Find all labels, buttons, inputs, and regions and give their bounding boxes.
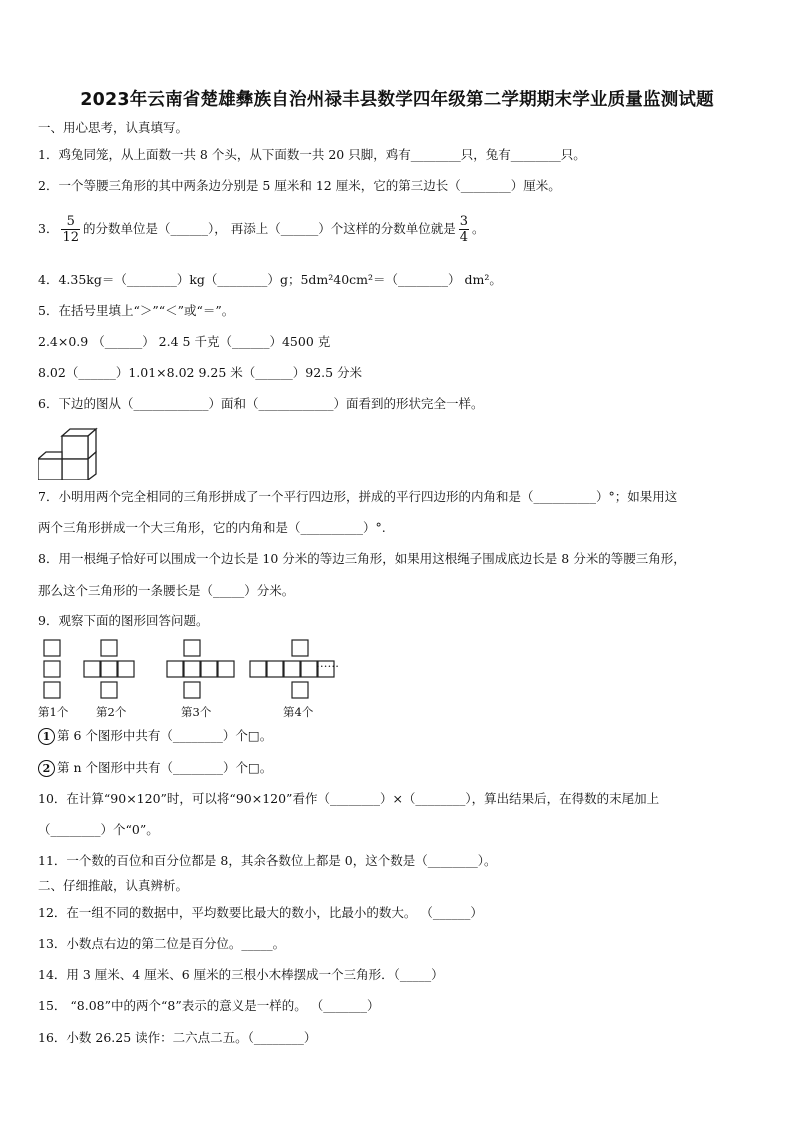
- question-2: 2．一个等腰三角形的其中两条边分别是 5 厘米和 12 厘米，它的第三边长（________）厘米。: [38, 178, 561, 193]
- question-9-part-2: [38, 759, 272, 777]
- section-2-heading: 二、仔细推敲，认真辨析。: [38, 878, 189, 893]
- q3-suffix: 。: [472, 221, 485, 236]
- square-pattern-figures: [38, 638, 358, 702]
- square: [218, 661, 234, 677]
- square: [44, 640, 60, 656]
- cube-stack-figure: [38, 424, 104, 480]
- square: [301, 661, 317, 677]
- figure-label-3: 第3个: [181, 705, 212, 719]
- page-title: 2023年云南省楚雄彝族自治州禄丰县数学四年级第二学期期末学业质量监测试题: [80, 90, 714, 110]
- question-14: 14．用 3 厘米、4 厘米、6 厘米的三根小木棒摆成一个三角形．（_____）: [38, 967, 444, 982]
- fraction-denominator: 12: [62, 230, 79, 245]
- square: [184, 682, 200, 698]
- fraction-numerator: 3: [459, 214, 469, 229]
- question-5-row-2: 8.02（______）1.01×8.02 9.25 米（______）92.5 分米: [38, 365, 363, 380]
- question-9-part-1: [38, 727, 272, 745]
- question-10-line-2: （________）个“0”。: [38, 822, 159, 837]
- question-11: 11．一个数的百位和百分位都是 8，其余各数位上都是 0，这个数是（________）。: [38, 853, 497, 868]
- question-1: 1．鸡兔同笼，从上面数一共 8 个头，从下面数一共 20 只脚，鸡有________只，兔有________只。: [38, 147, 586, 162]
- fraction-5-12: [61, 214, 80, 245]
- q3-prefix: 3．: [38, 221, 59, 236]
- square: [292, 682, 308, 698]
- question-10-line-1: 10．在计算“90×120”时，可以将“90×120”看作（________）×（________），算出结果后，在得数的末尾加上: [38, 791, 660, 806]
- square: [44, 661, 60, 677]
- square: [44, 682, 60, 698]
- question-13: 13．小数点右边的第二位是百分位。_____。: [38, 936, 286, 951]
- figure-label-4: 第4个: [283, 705, 314, 719]
- square: [201, 661, 217, 677]
- fraction-denominator: 4: [459, 230, 469, 245]
- square: [284, 661, 300, 677]
- question-15: 15． “8.08”中的两个“8”表示的意义是一样的。 （_______）: [38, 998, 380, 1013]
- pattern-continuation: ……: [316, 656, 339, 670]
- q3-middle: 的分数单位是（______）， 再添上（______）个这样的分数单位就是: [83, 221, 456, 236]
- square: [101, 640, 117, 656]
- question-8-line-1: 8．用一根绳子恰好可以围成一个边长是 10 分米的等边三角形，如果用这根绳子围成底边长是 8 分米的等腰三角形，: [38, 551, 686, 566]
- figure-label-2: 第2个: [96, 705, 127, 719]
- question-9: 9．观察下面的图形回答问题。: [38, 613, 209, 628]
- figure-label-1: 第1个: [38, 705, 69, 719]
- q9-2-text: 第 n 个图形中共有（________）个□。: [57, 760, 273, 775]
- question-3: [38, 212, 485, 246]
- circled-number: 2: [38, 760, 55, 777]
- square: [184, 661, 200, 677]
- question-5: 5．在括号里填上“＞”“＜”或“＝”。: [38, 303, 235, 318]
- square: [101, 682, 117, 698]
- square: [292, 640, 308, 656]
- question-8-line-2: 那么这个三角形的一条腰长是（_____）分米。: [38, 583, 295, 598]
- question-12: 12．在一组不同的数据中，平均数要比最大的数小，比最小的数大。 （______）: [38, 905, 483, 920]
- question-4: 4．4.35kg＝（________）kg（________）g；5dm²40cm²＝（________） dm²。: [38, 272, 502, 287]
- square: [84, 661, 100, 677]
- question-5-row-1: 2.4×0.9 （______） 2.4 5 千克（______）4500 克: [38, 334, 331, 349]
- square: [118, 661, 134, 677]
- square: [184, 640, 200, 656]
- question-16: 16．小数 26.25 读作：二六点二五。（________）: [38, 1030, 317, 1045]
- square: [167, 661, 183, 677]
- fraction-numerator: 5: [61, 214, 80, 230]
- q9-1-text: 第 6 个图形中共有（________）个□。: [57, 728, 273, 743]
- square: [267, 661, 283, 677]
- square: [101, 661, 117, 677]
- question-7-line-1: 7．小明用两个完全相同的三角形拼成了一个平行四边形，拼成的平行四边形的内角和是（__________）°；如果用这: [38, 489, 678, 504]
- fraction-3-4: [459, 214, 469, 245]
- question-7-line-2: 两个三角形拼成一个大三角形，它的内角和是（__________）°.: [38, 520, 386, 535]
- circled-number: 1: [38, 728, 55, 745]
- question-6: 6．下边的图从（____________）面和（____________）面看到的形状完全一样。: [38, 396, 484, 411]
- square: [250, 661, 266, 677]
- section-1-heading: 一、用心思考，认真填写。: [38, 120, 189, 135]
